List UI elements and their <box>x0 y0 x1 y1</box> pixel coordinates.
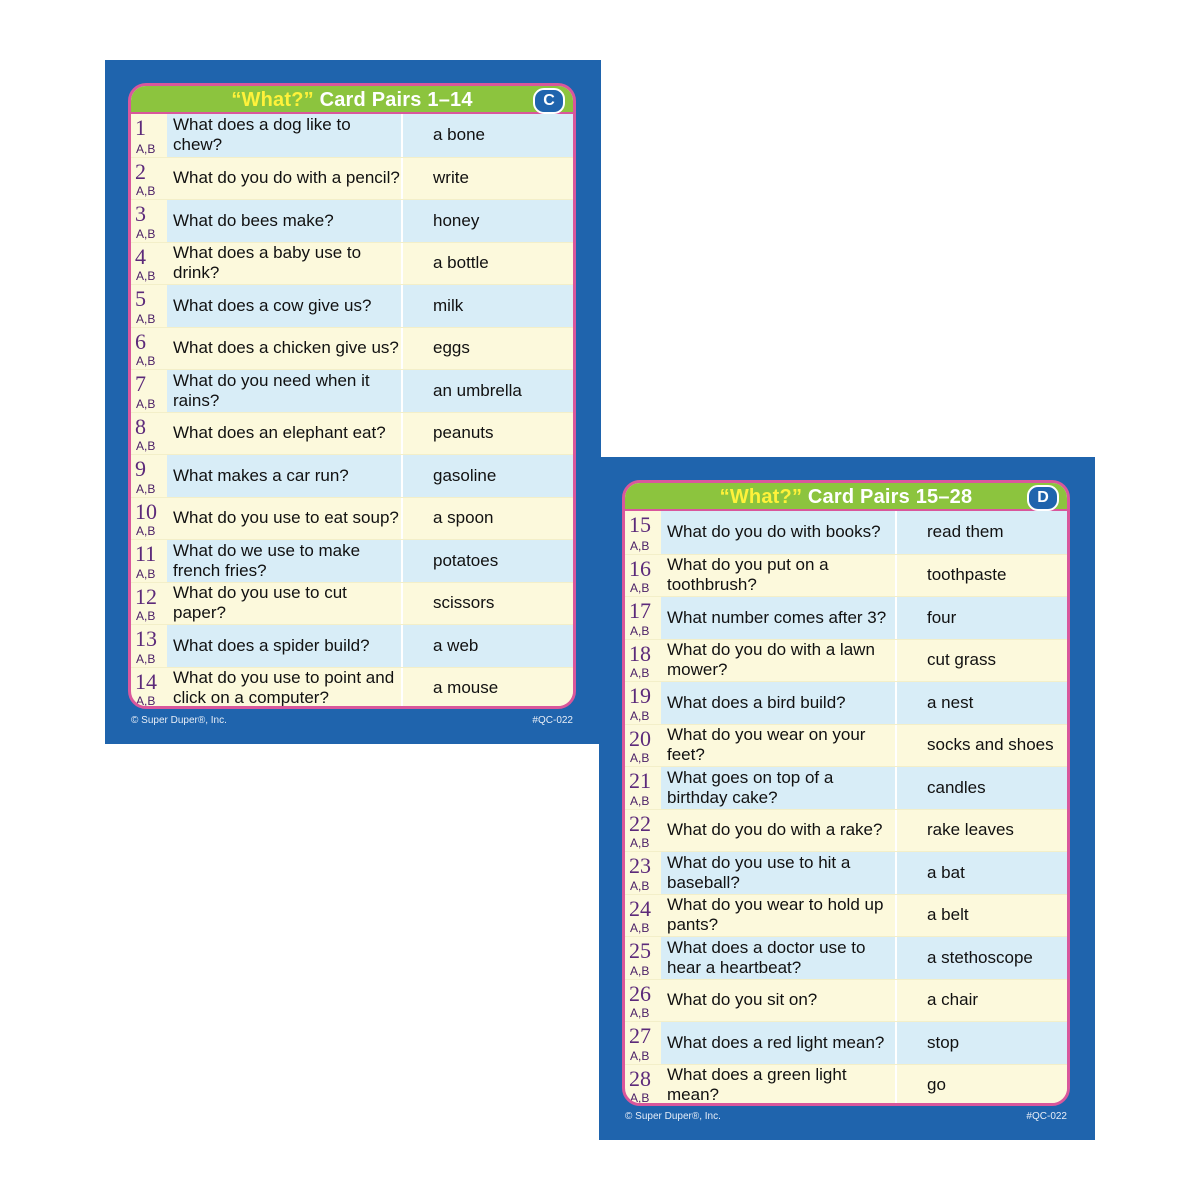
answer-text: an umbrella <box>401 370 573 412</box>
row-ab-label: A,B <box>136 354 156 368</box>
table-row <box>625 511 1067 554</box>
answer-text: eggs <box>401 328 573 370</box>
answer-text: a belt <box>895 895 1067 937</box>
question-text: What do you need when it rains? <box>167 370 401 412</box>
row-ab-label: A,B <box>630 1006 650 1020</box>
table-row <box>131 369 573 412</box>
table-row <box>625 639 1067 682</box>
row-number-cell <box>625 852 661 894</box>
row-number-cell <box>625 1065 661 1107</box>
answer-text: a bone <box>401 114 573 157</box>
table-row <box>131 497 573 540</box>
answer-text: a mouse <box>401 668 573 710</box>
answer-text: rake leaves <box>895 810 1067 852</box>
table-row <box>625 851 1067 894</box>
row-number: 17 <box>629 598 651 623</box>
row-ab-label: A,B <box>630 1048 650 1063</box>
answer-text: a nest <box>895 682 1067 724</box>
row-number-cell <box>625 1022 661 1064</box>
row-ab-label: A,B <box>136 311 156 326</box>
question-text: What do you do with a rake? <box>661 810 895 852</box>
row-number: 4 <box>135 243 146 269</box>
row-number-cell <box>625 810 661 852</box>
card-panel <box>128 83 576 709</box>
table-row <box>131 199 573 242</box>
row-ab-label: A,B <box>630 793 650 808</box>
answer-text: a chair <box>895 980 1067 1022</box>
row-number: 23 <box>629 853 651 878</box>
table-row <box>131 284 573 327</box>
table-row <box>625 724 1067 767</box>
row-ab-label: A,B <box>630 836 650 850</box>
question-text: What do you use to point and click on a computer? <box>167 668 401 710</box>
card-rows <box>131 114 573 709</box>
answer-text: toothpaste <box>895 555 1067 597</box>
row-ab-label: A,B <box>630 708 650 723</box>
row-number-cell <box>131 498 167 540</box>
table-row <box>625 1021 1067 1064</box>
question-text: What does an elephant eat? <box>167 413 401 455</box>
card-title <box>231 86 472 114</box>
row-number: 21 <box>629 768 651 793</box>
question-text: What do you do with books? <box>661 511 895 554</box>
table-row <box>131 454 573 497</box>
question-text: What do you use to hit a baseball? <box>661 852 895 894</box>
row-ab-label: A,B <box>630 1091 650 1105</box>
question-text: What does a green light mean? <box>661 1065 895 1107</box>
row-number: 14 <box>135 668 157 694</box>
question-text: What does a cow give us? <box>167 285 401 327</box>
row-number: 15 <box>629 512 651 537</box>
answer-text: go <box>895 1065 1067 1107</box>
row-number-cell <box>131 455 167 497</box>
row-number: 13 <box>135 626 157 651</box>
card-rows <box>625 511 1067 1106</box>
row-number-cell <box>131 285 167 327</box>
question-text: What does a baby use to drink? <box>167 243 401 285</box>
answer-text: honey <box>401 200 573 242</box>
table-row <box>625 894 1067 937</box>
card-header <box>625 483 1067 511</box>
copyright-text: © Super Duper®, Inc. <box>625 1111 721 1122</box>
question-text: What do you wear on your feet? <box>661 725 895 767</box>
question-text: What do we use to make french fries? <box>167 540 401 582</box>
row-ab-label: A,B <box>136 694 156 708</box>
row-number-cell <box>625 640 661 682</box>
row-ab-label: A,B <box>136 481 156 496</box>
table-row <box>625 681 1067 724</box>
row-number: 2 <box>135 158 146 184</box>
answer-text: stop <box>895 1022 1067 1064</box>
title-quote: “What?” <box>231 89 314 111</box>
question-text: What does a spider build? <box>167 625 401 667</box>
answer-text: four <box>895 597 1067 639</box>
question-text: What does a dog like to chew? <box>167 114 401 157</box>
title-rest: Card Pairs 15–28 <box>802 486 973 508</box>
row-number-cell <box>131 540 167 582</box>
row-number: 3 <box>135 201 146 226</box>
row-number: 19 <box>629 683 651 708</box>
row-number: 27 <box>629 1023 651 1048</box>
table-row <box>625 809 1067 852</box>
row-number-cell <box>131 114 167 157</box>
row-number: 24 <box>629 895 651 921</box>
row-number-cell <box>131 370 167 412</box>
row-ab-label: A,B <box>136 524 156 538</box>
table-row <box>625 979 1067 1022</box>
row-number: 22 <box>629 810 651 836</box>
question-text: What do you use to cut paper? <box>167 583 401 625</box>
table-row <box>625 1064 1067 1107</box>
question-text: What do you do with a lawn mower? <box>661 640 895 682</box>
title-quote: “What?” <box>719 486 803 508</box>
question-text: What does a chicken give us? <box>167 328 401 370</box>
table-row <box>625 766 1067 809</box>
row-ab-label: A,B <box>630 963 650 978</box>
card-header <box>131 86 573 114</box>
row-number: 11 <box>135 541 157 566</box>
row-number: 16 <box>629 555 651 581</box>
row-number-cell <box>625 725 661 767</box>
answer-text: read them <box>895 511 1067 554</box>
answer-text: a bottle <box>401 243 573 285</box>
answer-text: cut grass <box>895 640 1067 682</box>
table-row <box>131 624 573 667</box>
row-number-cell <box>131 668 167 710</box>
row-ab-label: A,B <box>630 921 650 935</box>
answer-text: peanuts <box>401 413 573 455</box>
row-number-cell <box>131 625 167 667</box>
question-text: What do you wear to hold up pants? <box>661 895 895 937</box>
row-ab-label: A,B <box>136 226 156 241</box>
row-number-cell <box>131 328 167 370</box>
row-number-cell <box>625 895 661 937</box>
answer-text: a bat <box>895 852 1067 894</box>
card-d <box>599 457 1095 1140</box>
table-row <box>131 327 573 370</box>
table-row <box>625 936 1067 979</box>
row-number: 9 <box>135 456 146 481</box>
table-row <box>625 596 1067 639</box>
row-number-cell <box>131 158 167 200</box>
row-ab-label: A,B <box>136 651 156 666</box>
row-number: 20 <box>629 725 651 751</box>
table-row <box>131 412 573 455</box>
card-c <box>105 60 601 744</box>
answer-text: potatoes <box>401 540 573 582</box>
question-text: What goes on top of a birthday cake? <box>661 767 895 809</box>
answer-text: a spoon <box>401 498 573 540</box>
question-text: What do you use to eat soup? <box>167 498 401 540</box>
row-number: 18 <box>629 640 651 666</box>
row-number-cell <box>625 937 661 979</box>
row-number-cell <box>625 980 661 1022</box>
product-code: #QC-022 <box>1026 1111 1067 1122</box>
table-row <box>131 114 573 157</box>
answer-text: candles <box>895 767 1067 809</box>
product-code: #QC-022 <box>532 715 573 726</box>
row-ab-label: A,B <box>136 396 156 411</box>
answer-text: socks and shoes <box>895 725 1067 767</box>
row-ab-label: A,B <box>136 269 156 283</box>
row-ab-label: A,B <box>630 581 650 595</box>
row-number: 1 <box>135 115 146 140</box>
row-ab-label: A,B <box>136 566 156 581</box>
row-ab-label: A,B <box>630 878 650 893</box>
row-ab-label: A,B <box>136 141 156 156</box>
answer-text: milk <box>401 285 573 327</box>
title-rest: Card Pairs 1–14 <box>313 89 473 111</box>
row-number-cell <box>625 511 661 554</box>
row-ab-label: A,B <box>136 184 156 198</box>
card-badge: D <box>1027 485 1059 511</box>
table-row <box>131 242 573 285</box>
table-row <box>131 582 573 625</box>
question-text: What does a bird build? <box>661 682 895 724</box>
row-ab-label: A,B <box>136 439 156 453</box>
table-row <box>131 157 573 200</box>
row-ab-label: A,B <box>630 666 650 680</box>
row-ab-label: A,B <box>630 623 650 638</box>
answer-text: a web <box>401 625 573 667</box>
answer-text: gasoline <box>401 455 573 497</box>
question-text: What do bees make? <box>167 200 401 242</box>
row-number: 12 <box>135 583 157 609</box>
row-number: 5 <box>135 286 146 311</box>
copyright-text: © Super Duper®, Inc. <box>131 715 227 726</box>
answer-text: a stethoscope <box>895 937 1067 979</box>
question-text: What makes a car run? <box>167 455 401 497</box>
row-number: 26 <box>629 980 651 1006</box>
row-number-cell <box>131 243 167 285</box>
answer-text: scissors <box>401 583 573 625</box>
row-number-cell <box>625 682 661 724</box>
row-number: 10 <box>135 498 157 524</box>
question-text: What do you sit on? <box>661 980 895 1022</box>
row-number: 8 <box>135 413 146 439</box>
row-number: 28 <box>629 1065 651 1091</box>
row-number-cell <box>131 413 167 455</box>
question-text: What does a red light mean? <box>661 1022 895 1064</box>
row-number-cell <box>625 767 661 809</box>
answer-text: write <box>401 158 573 200</box>
table-row <box>131 539 573 582</box>
question-text: What number comes after 3? <box>661 597 895 639</box>
row-ab-label: A,B <box>630 538 650 553</box>
table-row <box>625 554 1067 597</box>
table-row <box>131 667 573 710</box>
card-panel <box>622 480 1070 1106</box>
row-number: 6 <box>135 328 146 354</box>
card-badge: C <box>533 88 565 114</box>
row-number: 25 <box>629 938 651 963</box>
row-ab-label: A,B <box>136 609 156 623</box>
question-text: What does a doctor use to hear a heartbeat? <box>661 937 895 979</box>
row-ab-label: A,B <box>630 751 650 765</box>
row-number-cell <box>625 597 661 639</box>
row-number: 7 <box>135 371 146 396</box>
question-text: What do you put on a toothbrush? <box>661 555 895 597</box>
row-number-cell <box>625 555 661 597</box>
question-text: What do you do with a pencil? <box>167 158 401 200</box>
row-number-cell <box>131 583 167 625</box>
card-title <box>720 483 973 511</box>
row-number-cell <box>131 200 167 242</box>
